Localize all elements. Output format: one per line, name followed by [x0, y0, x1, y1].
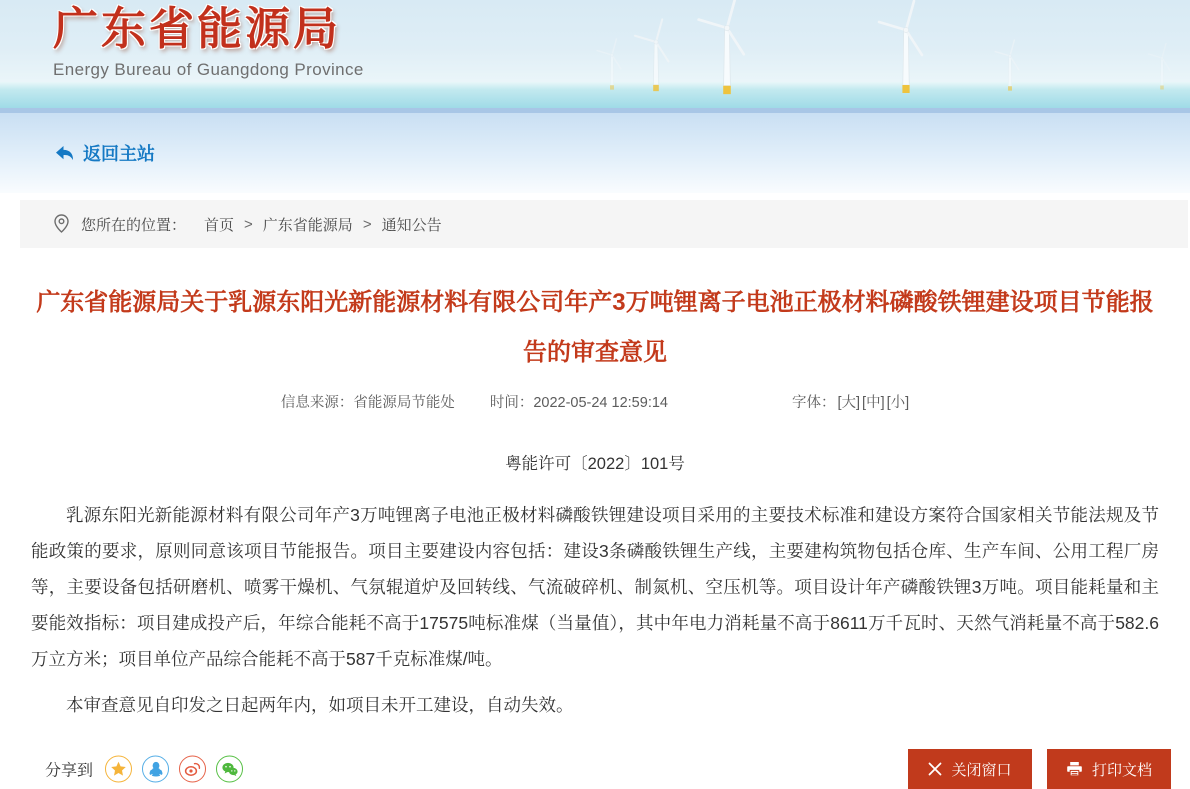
breadcrumb-separator: >	[244, 215, 253, 233]
meta-time-label: 时间：	[489, 395, 534, 411]
article-meta	[0, 391, 1190, 412]
qzone-star-icon	[110, 761, 127, 778]
breadcrumb-item-bureau[interactable]: 广东省能源局	[262, 216, 353, 234]
share-bar	[45, 756, 243, 783]
bottom-action-row	[0, 749, 1190, 789]
share-qzone-button[interactable]	[105, 756, 132, 783]
breadcrumb-item-home[interactable]: 首页	[204, 216, 235, 234]
meta-time-value: 2022-05-24 12:59:14	[533, 395, 668, 411]
close-icon	[928, 762, 942, 776]
printer-icon	[1066, 761, 1083, 777]
site-logo-title: 广东省能源局	[53, 4, 342, 54]
document-number: 粤能许可〔2022〕101号	[505, 455, 685, 473]
article-paragraph: 本审查意见自印发之日起两年内，如项目未开工建设，自动失效。	[66, 695, 574, 715]
article-title: 广东省能源局关于乳源东阳光新能源材料有限公司年产3万吨锂离子电池正极材料磷酸铁锂建设项目节能报告的审查意见	[36, 289, 1154, 366]
share-label: 分享到	[45, 762, 94, 780]
share-weibo-button[interactable]	[179, 756, 206, 783]
print-document-button[interactable]	[1047, 749, 1171, 789]
qq-penguin-icon	[148, 761, 164, 778]
close-window-label: 关闭窗口	[951, 761, 1012, 779]
site-logo	[53, 3, 364, 80]
fontsize-small-button[interactable]: [小]	[886, 395, 910, 411]
share-qq-button[interactable]	[142, 756, 169, 783]
share-wechat-button[interactable]	[216, 756, 243, 783]
back-arrow-icon	[55, 145, 75, 162]
breadcrumb-separator: >	[362, 215, 372, 233]
meta-source-value: 省能源局节能处	[353, 395, 455, 411]
close-window-button[interactable]	[908, 749, 1032, 789]
return-home-label: 返回主站	[83, 144, 155, 164]
return-home-link[interactable]	[55, 140, 155, 166]
print-document-label: 打印文档	[1091, 761, 1152, 779]
breadcrumb-item-notices[interactable]: 通知公告	[381, 216, 442, 234]
site-logo-subtitle: Energy Bureau of Guangdong Province	[53, 60, 364, 79]
header-banner	[0, 0, 1190, 108]
breadcrumb-label: 您所在的位置：	[81, 216, 187, 234]
wechat-icon	[221, 761, 239, 777]
meta-fontsize-label: 字体：	[791, 395, 836, 411]
return-bar	[0, 113, 1190, 193]
fontsize-large-button[interactable]: [大]	[837, 395, 861, 411]
breadcrumb	[20, 200, 1188, 248]
meta-source-label: 信息来源：	[280, 395, 354, 411]
document-actions	[908, 749, 1171, 789]
weibo-icon	[184, 761, 201, 778]
fontsize-medium-button[interactable]: [中]	[862, 395, 885, 411]
article-paragraph: 乳源东阳光新能源材料有限公司年产3万吨锂离子电池正极材料磷酸铁锂建设项目采用的主要技术标准和建设方案符合国家相关节能法规及节能政策的要求，原则同意该项目节能报告。项目主要建设内容包括：建设3条磷酸铁锂生产线，主要建构筑物包括仓库、生产车间、公用工程厂房等，主要设备包括研磨机、喷雾干燥机、气氛辊道炉及回转线、气流破碎机、制氮机、空压机等。项目设计年产磷酸铁锂3万吨。项目能耗量和主要能效指标：项目建成投产后，年综合能耗不高于17575吨标准煤（当量值），其中年电力消耗量不高于8611万千瓦时、天然气消耗量不高于582.6万立方米；项目单位产品综合能耗不高于587千克标准煤/吨。	[31, 505, 1159, 669]
location-pin-icon	[52, 213, 71, 235]
